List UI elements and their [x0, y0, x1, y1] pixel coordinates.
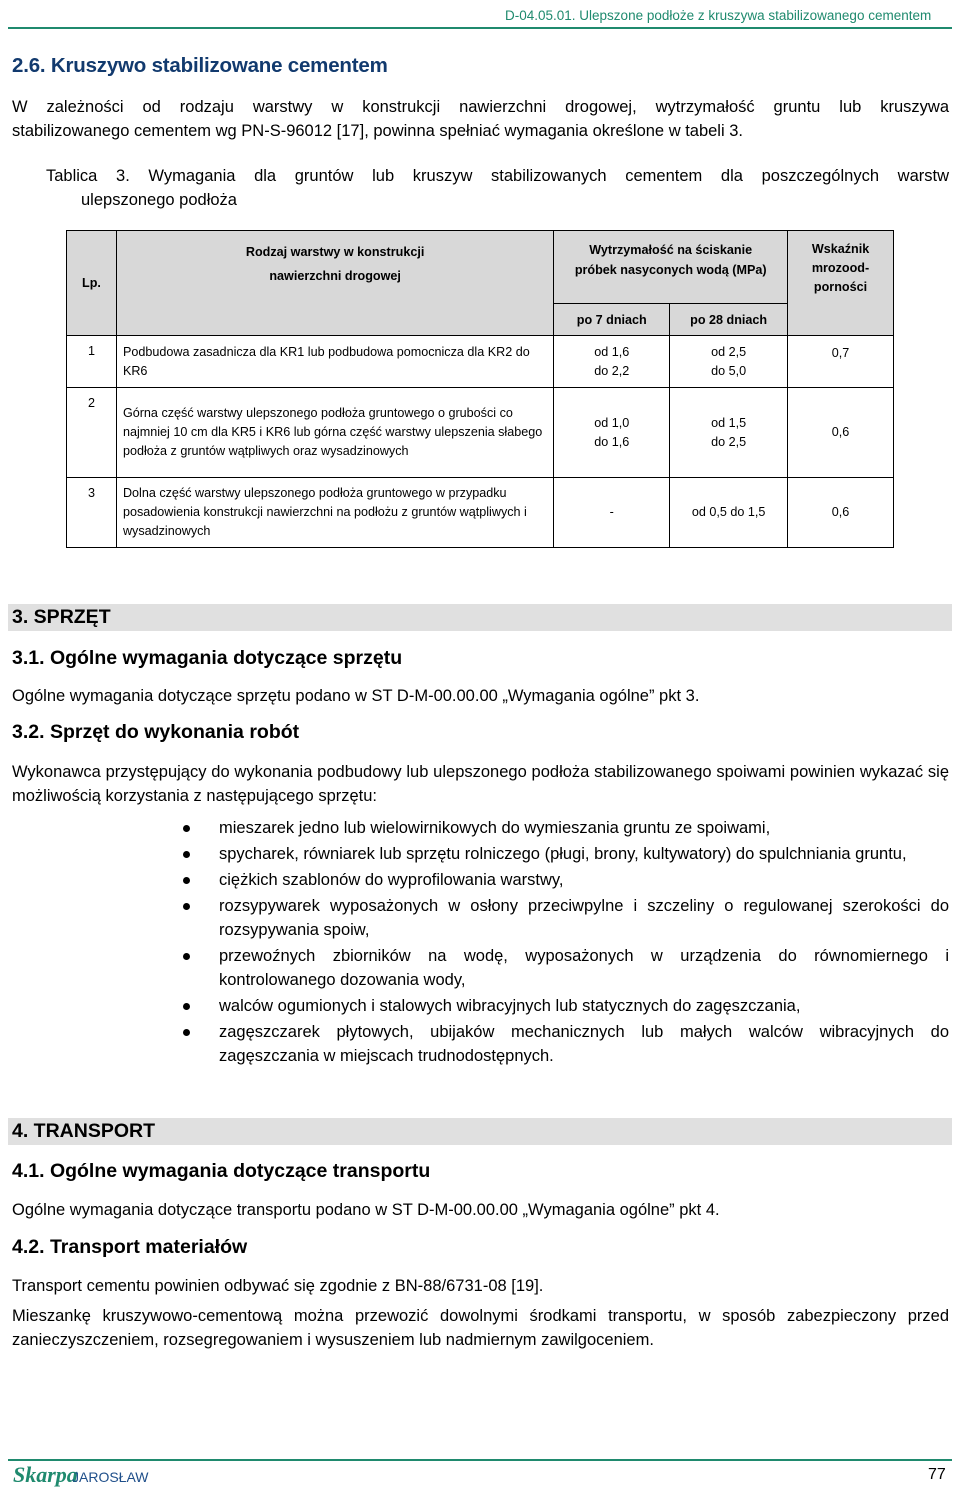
cell-7-days: od 1,0 do 1,6 — [554, 388, 670, 478]
list-item: walców ogumionych i stalowych wibracyjnych lub statycznych do zagęszczania, — [180, 994, 949, 1018]
caption-line: Tablica 3. Wymagania dla gruntów lub kruszyw stabilizowanych cementem dla poszczególnych warstw — [46, 167, 949, 185]
bullet-icon — [183, 1029, 190, 1036]
section-4-bar — [8, 1118, 952, 1145]
cell-28-days: od 2,5 do 5,0 — [670, 336, 788, 388]
header-strength — [554, 231, 788, 304]
bullet-icon — [183, 953, 190, 960]
list-item: zagęszczarek płytowych, ubijaków mechanicznych lub małych walców wibracyjnych do zagęszczania w miejscach trudnodostępnych. — [180, 1020, 949, 1068]
table-3-caption — [46, 164, 949, 212]
row-number: 2 — [67, 388, 117, 478]
cell-frost-index: 0,7 — [788, 336, 894, 388]
header-layer-type — [116, 231, 553, 336]
header-frost-index — [788, 231, 894, 336]
caption-line: ulepszonego podłoża — [81, 191, 237, 209]
header-text: Wytrzymałość na ściskanie — [589, 243, 753, 257]
document-code-header: D-04.05.01. Ulepszone podłoże z kruszywa stabilizowanego cementem — [505, 8, 932, 23]
header-text: porności — [813, 280, 868, 294]
header-text: nawierzchni drogowej — [269, 269, 401, 283]
section-4-2-paragraph-b: Mieszankę kruszywowo-cementową można przewozić dowolnymi środkami transportu, w sposób zabezpieczony przed zanieczyszczeniem, rozsegregowaniem i wysuszeniem lub nadmiernym zawilgoceniem. — [12, 1307, 949, 1349]
header-text: próbek nasyconych wodą (MPa) — [574, 263, 767, 277]
section-4-title: 4. TRANSPORT — [12, 1120, 156, 1142]
header-text: Rodzaj warstwy w konstrukcji — [245, 245, 425, 259]
page-number: 77 — [928, 1466, 946, 1483]
list-item: mieszarek jedno lub wielowirnikowych do wymieszania gruntu ze spoiwami, — [180, 816, 949, 840]
section-4-2-paragraph-a: Transport cementu powinien odbywać się zgodnie z BN-88/6731-08 [19]. — [12, 1277, 544, 1295]
bullet-icon — [183, 851, 190, 858]
equipment-list — [180, 816, 949, 1070]
row-description: Górna część warstwy ulepszonego podłoża gruntowego o grubości co najmniej 10 cm dla KR5 i KR6 lub górna część warstwy ulepszenia słabego podłoża z gruntów wątpliwych oraz wysadzinowych — [116, 388, 553, 478]
bullet-icon — [183, 1003, 190, 1010]
section-4-1-paragraph: Ogólne wymagania dotyczące transportu podano w ST D-M-00.00.00 „Wymagania ogólne” pkt 4. — [12, 1201, 720, 1219]
section-3-title: 3. SPRZĘT — [12, 606, 111, 628]
section-4-2-heading: 4.2. Transport materiałów — [12, 1236, 248, 1258]
list-item: przewoźnych zbiorników na wodę, wyposażonych w urządzenia do równomiernego i kontrolowanego dozowania wody, — [180, 944, 949, 992]
company-logo: Skarpa — [13, 1462, 78, 1487]
section-3-bar — [8, 604, 952, 631]
list-item: ciężkich szablonów do wyprofilowania warstwy, — [180, 868, 949, 892]
header-text: mrozood- — [811, 261, 870, 275]
bullet-icon — [183, 877, 190, 884]
header-text: Wskaźnik — [811, 242, 870, 256]
cell-7-days: - — [554, 478, 670, 548]
section-4-1-heading: 4.1. Ogólne wymagania dotyczące transportu — [12, 1160, 431, 1182]
cell-frost-index: 0,6 — [788, 478, 894, 548]
bullet-icon — [183, 825, 190, 832]
footer-city: JAROSŁAW — [72, 1469, 149, 1485]
bullet-icon — [183, 903, 190, 910]
header-lp: Lp. — [67, 231, 117, 336]
list-item: spycharek, równiarek lub sprzętu rolniczego (pługi, brony, kultywatory) do spulchniania gruntu, — [180, 842, 949, 866]
row-description: Podbudowa zasadnicza dla KR1 lub podbudowa pomocnicza dla KR2 do KR6 — [116, 336, 553, 388]
section-3-2-paragraph: Wykonawca przystępujący do wykonania podbudowy lub ulepszonego podłoża stabilizowanego spoiwami powinien wykazać się możliwością korzystania z następującego sprzętu: — [12, 763, 949, 805]
table-row — [67, 336, 894, 388]
paragraph-line: W zależności od rodzaju warstwy w konstrukcji nawierzchni drogowej, wytrzymałość gruntu lub kruszywa — [12, 98, 949, 116]
requirements-table — [66, 230, 894, 548]
list-item: rozsypywarek wyposażonych w osłony przeciwpylne i szczeliny o regulowanej szerokości do rozsypywania spoiw, — [180, 894, 949, 942]
footer-rule — [8, 1459, 952, 1461]
cell-28-days: od 0,5 do 1,5 — [670, 478, 788, 548]
table-row — [67, 388, 894, 478]
paragraph-line: stabilizowanego cementem wg PN-S-96012 [17], powinna spełniać wymagania określone w tabeli 3. — [12, 122, 743, 140]
table-row — [67, 478, 894, 548]
section-3-1-paragraph: Ogólne wymagania dotyczące sprzętu podano w ST D-M-00.00.00 „Wymagania ogólne” pkt 3. — [12, 687, 700, 705]
section-2-6-title: 2.6. Kruszywo stabilizowane cementem — [12, 54, 388, 77]
header-after-7-days: po 7 dniach — [554, 304, 670, 336]
section-2-6-paragraph — [12, 95, 949, 143]
cell-28-days: od 1,5 do 2,5 — [670, 388, 788, 478]
header-after-28-days: po 28 dniach — [670, 304, 788, 336]
section-3-1-heading: 3.1. Ogólne wymagania dotyczące sprzętu — [12, 647, 403, 669]
cell-frost-index: 0,6 — [788, 388, 894, 478]
cell-7-days: od 1,6 do 2,2 — [554, 336, 670, 388]
row-number: 1 — [67, 336, 117, 388]
header-rule — [8, 27, 952, 29]
section-3-2-heading: 3.2. Sprzęt do wykonania robót — [12, 721, 300, 743]
row-description: Dolna część warstwy ulepszonego podłoża gruntowego w przypadku posadowienia konstrukcji nawierzchni na podłożu z gruntów wątpliwych i wysadzinowych — [116, 478, 553, 548]
row-number: 3 — [67, 478, 117, 548]
